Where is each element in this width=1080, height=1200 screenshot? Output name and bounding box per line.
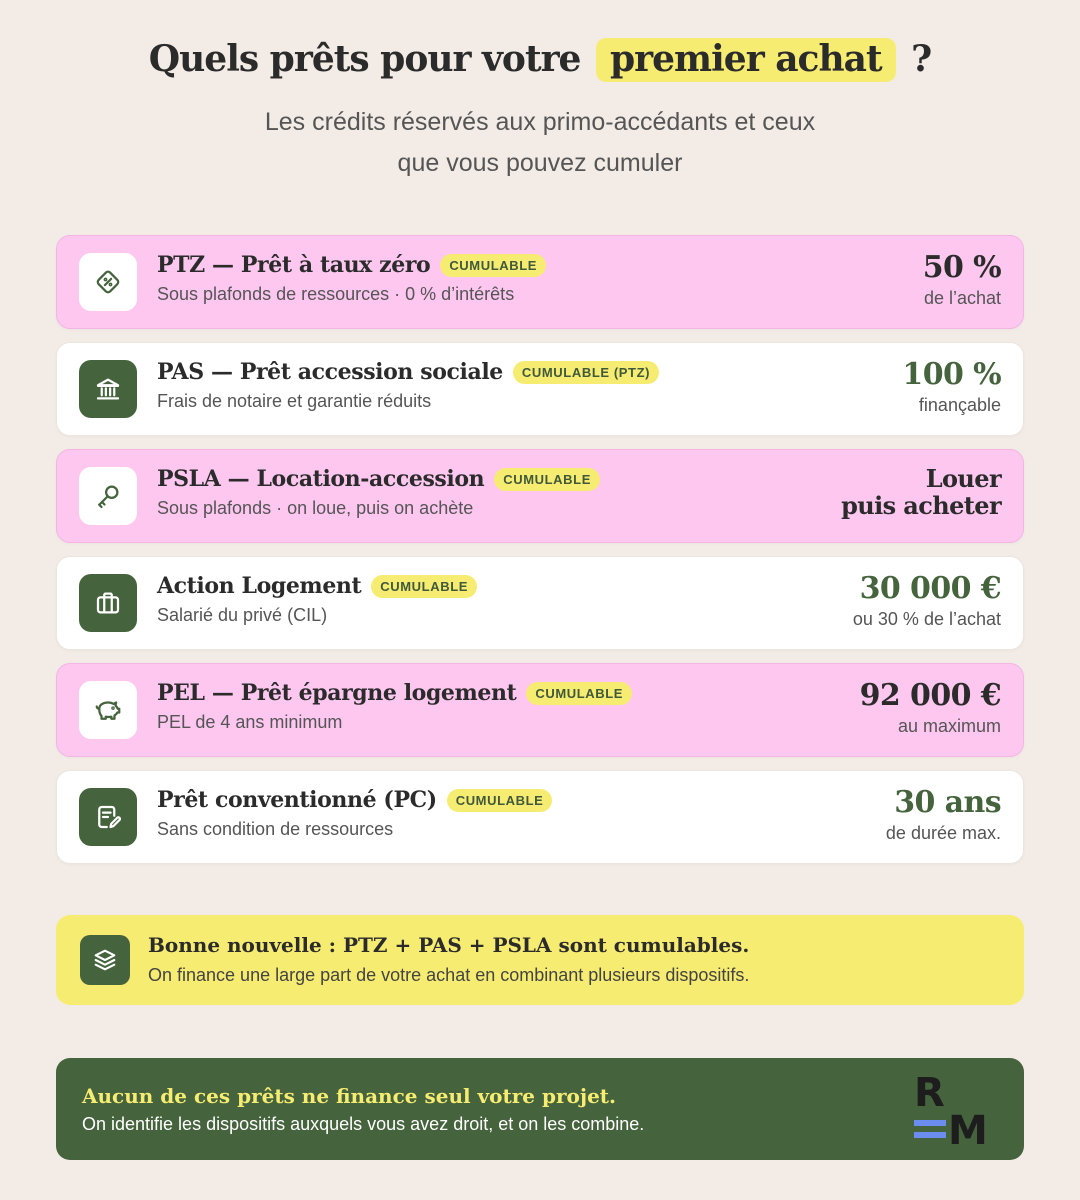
- rm-logo: [914, 1072, 992, 1148]
- loan-card-pas: [56, 342, 1024, 436]
- loan-value-caption: ou 30 % de l’achat: [852, 609, 1001, 629]
- loan-card-ptz: [56, 235, 1024, 329]
- loan-name: PTZ — Prêt à taux zéro: [157, 252, 431, 278]
- subtitle-line-1: Les crédits réservés aux primo-accédants et ceux: [264, 108, 816, 136]
- percent-tag-icon: [79, 253, 137, 311]
- loan-value-line-2: puis acheter: [841, 491, 1001, 520]
- briefcase-icon: [79, 574, 137, 632]
- cumulable-badge: CUMULABLE: [494, 468, 600, 491]
- loan-card-pc: [56, 770, 1024, 864]
- loan-value: 50 %: [922, 250, 1001, 285]
- svg-text:R: R: [914, 1072, 945, 1116]
- loan-description: Sans condition de ressources: [157, 819, 394, 839]
- loan-value: 100 %: [902, 357, 1001, 392]
- loan-name: Action Logement: [157, 573, 362, 599]
- cumulable-badge: CUMULABLE (PTZ): [513, 361, 659, 384]
- loan-description: Sous plafonds · on loue, puis on achète: [157, 498, 474, 518]
- loan-name: PAS — Prêt accession sociale: [157, 359, 503, 385]
- cumulable-badge: CUMULABLE: [371, 575, 477, 598]
- loan-card-action-logement: [56, 556, 1024, 650]
- subtitle-line-2: que vous pouvez cumuler: [397, 149, 683, 177]
- loan-value-caption: de durée max.: [885, 823, 1001, 843]
- good-news-note: [56, 915, 1024, 1005]
- document-edit-icon: [79, 788, 137, 846]
- layers-icon: [80, 935, 130, 985]
- footer-banner: [56, 1058, 1024, 1160]
- loan-description: PEL de 4 ans minimum: [157, 712, 343, 732]
- note-description: On finance une large part de votre achat en combinant plusieurs dispositifs.: [148, 965, 750, 985]
- footer-description: On identifie les dispositifs auxquels vous avez droit, et on les combine.: [82, 1114, 645, 1134]
- svg-text:M: M: [948, 1108, 988, 1148]
- loan-value-caption: de l’achat: [923, 288, 1001, 308]
- loan-card-pel: [56, 663, 1024, 757]
- loan-value: 30 ans: [894, 785, 1001, 820]
- page-subtitle: [0, 102, 1080, 184]
- page-title: [0, 38, 1080, 80]
- loan-name: PSLA — Location-accession: [157, 466, 485, 492]
- cumulable-badge: CUMULABLE: [447, 789, 553, 812]
- loan-value: 92 000 €: [859, 678, 1001, 713]
- title-question-mark: ?: [911, 38, 932, 80]
- note-title: Bonne nouvelle : PTZ + PAS + PSLA sont cumulables.: [148, 933, 750, 957]
- title-highlight: premier achat: [596, 38, 896, 82]
- loan-description: Salarié du privé (CIL): [157, 605, 328, 625]
- footer-title: Aucun de ces prêts ne finance seul votre projet.: [82, 1084, 616, 1108]
- loan-value: 30 000 €: [859, 571, 1001, 606]
- loan-description: Sous plafonds de ressources · 0 % d’intérêts: [157, 284, 515, 304]
- loan-card-psla: [56, 449, 1024, 543]
- loan-value-caption: finançable: [918, 395, 1001, 415]
- loan-list: [56, 235, 1024, 877]
- loan-value-caption: au maximum: [897, 716, 1001, 736]
- cumulable-badge: CUMULABLE: [440, 254, 546, 277]
- loan-name: Prêt conventionné (PC): [157, 787, 437, 813]
- bank-icon: [79, 360, 137, 418]
- key-icon: [79, 467, 137, 525]
- loan-name: PEL — Prêt épargne logement: [157, 680, 517, 706]
- loan-description: Frais de notaire et garantie réduits: [157, 391, 432, 411]
- title-text: Quels prêts pour votre: [148, 38, 581, 80]
- loan-value-line-1: Louer: [925, 464, 1001, 493]
- piggy-bank-icon: [79, 681, 137, 739]
- cumulable-badge: CUMULABLE: [526, 682, 632, 705]
